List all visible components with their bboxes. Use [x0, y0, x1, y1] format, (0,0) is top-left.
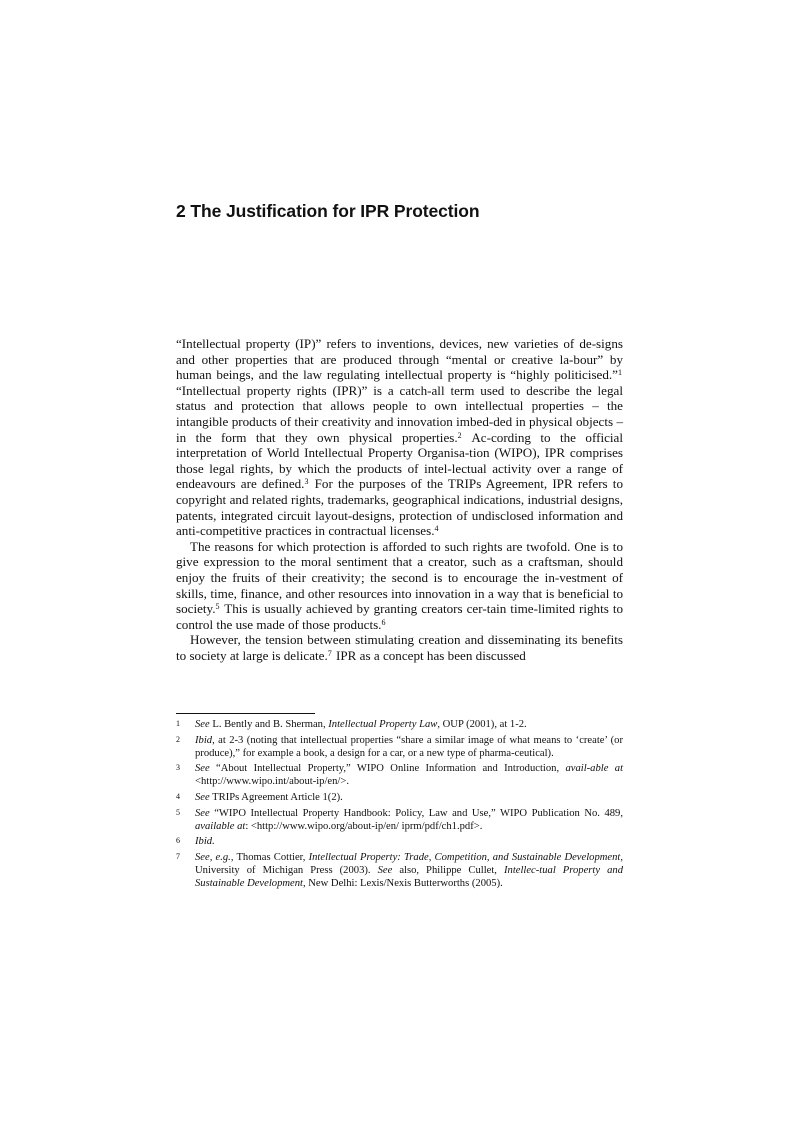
footnote-number: 7 — [176, 851, 180, 861]
paragraph-1-sentence-3: Ac-cording to the official interpretation of World Intellectual Property Organisa-tion (WIPO), IPR comprises those legal rights, by which the products of intel-lectual activity over a range of endeavours are defined. — [176, 429, 623, 492]
footnote-2 — [176, 734, 623, 760]
footnote-divider — [176, 713, 315, 714]
paragraph-1 — [176, 336, 623, 539]
footnote-text: L. Bently and B. Sherman, — [209, 719, 329, 730]
footnote-text: Ibid — [195, 734, 213, 746]
footnote-text: Intellectual Property: Trade, Competition, and Sustainable Development — [308, 851, 621, 863]
footnote-text: “WIPO Intellectual Property Handbook: Policy, Law and Use,” WIPO Publication No. 489, — [209, 807, 623, 819]
footnote-1 — [176, 718, 623, 731]
footnote-number: 4 — [176, 791, 180, 801]
footnote-ref-7: 7 — [327, 648, 332, 658]
footnote-number: 3 — [176, 763, 180, 773]
footnote-text: See, e.g. — [195, 851, 231, 863]
footnote-5 — [176, 807, 623, 833]
body-text — [176, 336, 623, 663]
footnote-ref-6: 6 — [381, 617, 386, 627]
footnote-number: 5 — [176, 807, 180, 817]
footnote-text: , Thomas Cottier, — [230, 851, 309, 863]
footnote-text: : <http://www.wipo.org/about-ip/en/ iprm/pdf/ch1.pdf>. — [245, 820, 483, 832]
footnote-text: Intellectual Property Law — [328, 719, 438, 730]
footnote-text: See — [195, 807, 210, 819]
footnote-ref-2: 2 — [457, 430, 462, 440]
paragraph-1-sentence-2: “Intellectual property rights (IPR)” is a catch-all term used to describe the legal status and protection that allows people to own intellectual properties – the intangible products of their creativity and innovation imbed-ded in physical objects – in the form that they own physical properties. — [176, 382, 623, 445]
footnote-text: “About Intellectual Property,” WIPO Online Information and Introduction, — [209, 763, 566, 775]
paragraph-2 — [176, 539, 623, 633]
paragraph-1-sentence-4: For the purposes of the TRIPs Agreement, IPR refers to copyright and related rights, trademarks, geographical indications, industrial designs, patents, integrated circuit layout-designs, protection of undisclosed information and anti-competitive practices in contractual licenses. — [176, 476, 623, 539]
paragraph-3-sentence-1: However, the tension between stimulating creation and disseminating its benefits to society at large is delicate. — [176, 632, 623, 663]
footnote-ref-1: 1 — [618, 368, 622, 378]
footnote-text: See — [195, 791, 210, 803]
chapter-title: 2 The Justification for IPR Protection — [176, 201, 480, 221]
footnote-number: 1 — [176, 719, 180, 728]
footnote-text: See — [377, 864, 393, 876]
footnote-text: , New Delhi: Lexis/Nexis Butterworths (2005). — [302, 878, 503, 890]
footnote-6 — [176, 835, 623, 848]
footnote-text: also, Philippe Cullet, — [392, 864, 504, 876]
footnote-text: Intellec-tual Property and Sustainable Development — [195, 864, 623, 890]
paragraph-2-sentence-2: This is usually achieved by granting creators cer-tain time-limited rights to control the use made of those products. — [176, 601, 623, 632]
footnote-ref-3: 3 — [304, 477, 309, 487]
footnote-text: See — [195, 763, 210, 775]
footnote-ref-4: 4 — [434, 524, 439, 534]
footnote-7 — [176, 851, 623, 890]
footnote-ref-5: 5 — [215, 602, 220, 612]
footnote-text: , OUP (2001), at 1-2. — [437, 719, 527, 730]
footnote-text: avail-able at — [565, 763, 624, 775]
footnote-3 — [176, 762, 623, 788]
paragraph-1-sentence-1: “Intellectual property (IP)” refers to inventions, devices, new varieties of de-signs and other properties that are produced through “mental or creative la-bour” by human beings, and the law regulating intellectual property is “highly politicised.” — [176, 336, 623, 383]
footnote-text: <http://www.wipo.int/about-ip/en/>. — [195, 776, 349, 788]
footnote-4 — [176, 791, 623, 804]
footnote-text: , at 2-3 (noting that intellectual properties “share a similar image of what means to ‘create’ (or produce),” for example a book, a design for a car, or a new type of pharma-ceutical). — [195, 734, 623, 759]
footnote-text: TRIPs Agreement Article 1(2). — [209, 791, 343, 803]
footnote-text: available at — [195, 820, 246, 832]
paragraph-2-sentence-1: The reasons for which protection is afforded to such rights are twofold. One is to give expression to the moral sentiment that a creator, such as a craftsman, should enjoy the fruits of their creativity; the second is to encourage the in-vestment of skills, time, finance, and other resources into innovation in a way that is beneficial to society. — [176, 538, 623, 617]
footnote-number: 2 — [176, 734, 180, 744]
paragraph-3 — [176, 632, 623, 663]
footnote-text: Ibid. — [195, 836, 215, 848]
footnote-text: See — [195, 719, 210, 730]
footnote-text: , University of Michigan Press (2003). — [195, 851, 623, 876]
paragraph-3-sentence-2: IPR as a concept has been discussed — [332, 647, 526, 663]
footnote-number: 6 — [176, 836, 180, 846]
footnotes — [176, 718, 623, 893]
